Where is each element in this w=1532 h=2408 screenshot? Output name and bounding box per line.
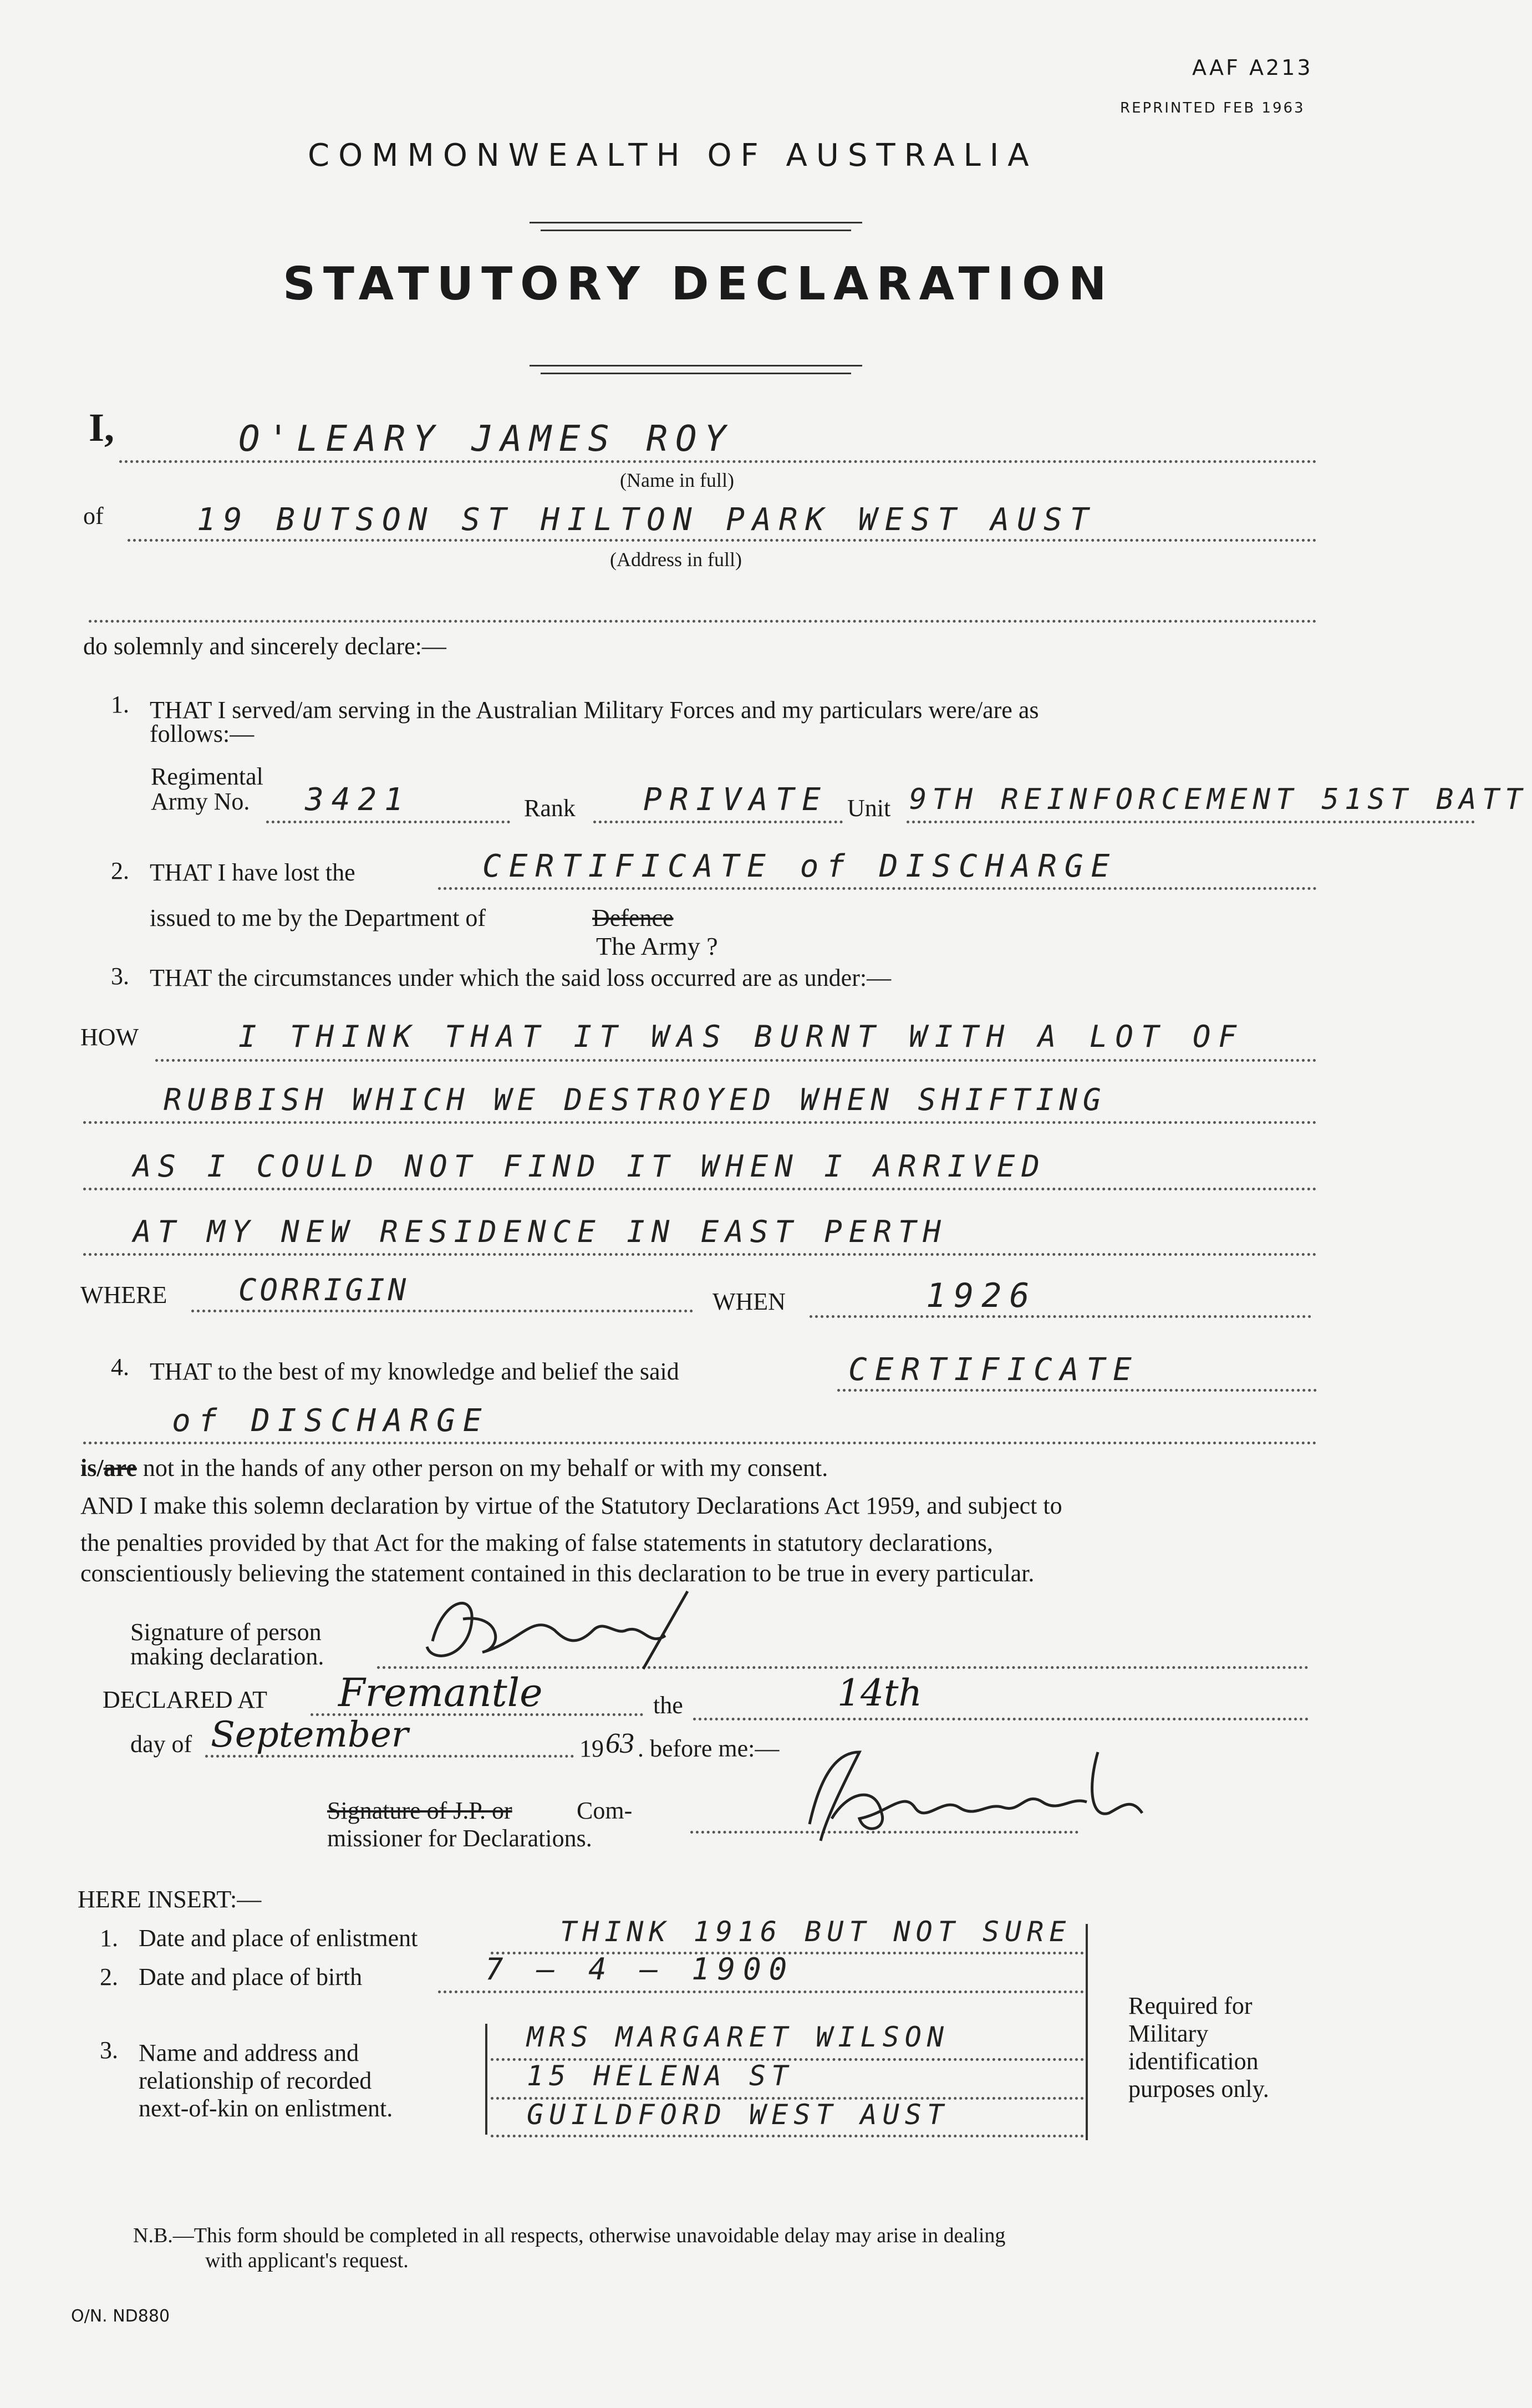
insert-item3-label-3: next-of-kin on enlistment. [139,2095,393,2122]
item1-text-line2: follows:— [150,720,255,747]
is-prefix: is/ [80,1454,104,1482]
commissioner-signature-graphic [776,1741,1164,1852]
year-suffix: 63 [605,1728,634,1759]
struck-department: Defence [592,904,674,931]
how-line-1-text: I THINK THAT IT WAS BURNT WITH A LOT OF [238,1019,1244,1054]
declarant-name: O'LEARY JAMES ROY [238,419,734,460]
nok-line-3 [491,2135,1084,2137]
jp-struck: Signature of J.P. or [327,1797,512,1824]
how-line-3 [83,1188,1317,1190]
item4-number: 4. [111,1353,129,1381]
item4-line-2 [83,1442,1317,1444]
army-no-label: Army No. [151,788,250,815]
when-label: WHEN [712,1288,786,1315]
address-caption: (Address in full) [610,548,742,571]
month-value: September [211,1714,409,1755]
item4-consent [80,1454,828,1482]
before-me: . before me:— [638,1735,780,1762]
required-brace [1086,1924,1088,2140]
insert-item2-label: Date and place of birth [139,1963,363,1990]
required-line-1: Required for [1128,1992,1253,2019]
how-line-2-text: RUBBISH WHICH WE DESTROYED WHEN SHIFTING [164,1082,1107,1117]
commissioner-signature [776,1741,1164,1855]
inserted-department: The Army ? [596,932,718,960]
required-line-4: purposes only. [1128,2075,1269,2102]
order-number: O/N. ND880 [71,2307,170,2326]
header-rule-top-1 [530,222,862,223]
item2-text: THAT I have lost the [150,859,355,886]
nok-value-2: 15 HELENA ST [527,2060,794,2092]
day-of-label: day of [130,1730,192,1758]
name-line [119,460,1317,463]
how-line-1 [155,1059,1317,1062]
name-caption: (Name in full) [620,469,734,491]
army-no-line [266,821,510,823]
next-of-kin-brace [485,2024,487,2135]
authority-heading: COMMONWEALTH OF AUSTRALIA [308,138,1038,174]
declared-at-value: Fremantle [338,1670,543,1715]
army-no-value: 3421 [305,782,411,818]
form-code: AAF A213 [1192,55,1313,80]
header-rule-bottom-2 [541,373,851,374]
insert-item2-number: 2. [100,1963,118,1990]
item3-number: 3. [111,963,129,990]
how-line-4 [83,1253,1317,1256]
solemn-line-2: the penalties provided by that Act for the making of false statements in statutory declarations, [80,1529,993,1556]
how-line-2 [83,1121,1317,1124]
of-label: of [83,502,104,530]
lost-item-line [438,887,1317,890]
unit-label: Unit [847,795,891,822]
header-rule-bottom-1 [530,365,862,366]
footer-note-2: with applicant's request. [205,2249,409,2272]
page-title: STATUTORY DECLARATION [283,258,1114,310]
day-line [693,1718,1309,1720]
where-value: CORRIGIN [238,1272,410,1307]
footer-note-1: N.B.—This form should be completed in all respects, otherwise unavoidable delay may arise in dealing [133,2224,1006,2247]
commissioner-line-1: Com- [577,1797,633,1824]
item1-number: 1. [111,691,129,718]
insert-item3-label-1: Name and address and [139,2039,359,2066]
day-value: 14th [837,1672,923,1714]
lost-item-value: CERTIFICATE of DISCHARGE [482,848,1118,884]
required-line-2: Military [1128,2020,1209,2047]
insert-item1-number: 1. [100,1925,118,1952]
insert-title: HERE INSERT:— [78,1886,262,1913]
insert-item3-number: 3. [100,2037,118,2064]
how-line-3-text: AS I COULD NOT FIND IT WHEN I ARRIVED [133,1149,1046,1184]
header-rule-top-2 [541,230,851,231]
rank-line [593,821,843,823]
item4-value-line1: CERTIFICATE [848,1352,1139,1388]
the-label: the [653,1692,683,1719]
where-line [191,1310,693,1312]
insert-item1-label: Date and place of enlistment [139,1925,418,1952]
address-line [128,539,1317,542]
nok-value-1: MRS MARGARET WILSON [527,2021,949,2053]
year-prefix: 19 [579,1735,604,1762]
rank-label: Rank [524,795,576,822]
issued-text: issued to me by the Department of [150,904,486,931]
insert-item2-line [438,1990,1084,1993]
declare-text: do solemnly and sincerely declare:— [83,633,446,660]
declared-at-label: DECLARED AT [103,1686,267,1713]
regimental-label: Regimental [151,763,263,790]
unit-value: 9TH REINFORCEMENT 51ST BATT [909,783,1528,816]
insert-item1-value: THINK 1916 BUT NOT SURE [560,1916,1072,1948]
how-line-4-text: AT MY NEW RESIDENCE IN EAST PERTH [133,1214,948,1249]
are-struck: are [103,1454,137,1482]
insert-item3-label-2: relationship of recorded [139,2067,372,2094]
consent-rest: not in the hands of any other person on my behalf or with my consent. [136,1454,828,1482]
declarant-address: 19 BUTSON ST HILTON PARK WEST AUST [197,502,1097,538]
sig-label-1: Signature of person [130,1618,322,1646]
item4-value-line2: of DISCHARGE [172,1403,490,1439]
when-line [810,1315,1311,1318]
item1-text-line1: THAT I served/am serving in the Australian Military Forces and my particulars were/are as [150,696,1039,724]
item3-text: THAT the circumstances under which the said loss occurred are as under:— [150,964,892,991]
where-label: WHERE [80,1281,167,1309]
how-label: HOW [80,1024,139,1051]
item4-text: THAT to the best of my knowledge and belief the said [150,1358,679,1385]
item4-line-1 [837,1389,1317,1392]
when-value: 1926 [926,1276,1037,1315]
declarant-signature-graphic [410,1580,721,1674]
solemn-line-1: AND I make this solemn declaration by virtue of the Statutory Declarations Act 1959, and subject to [80,1492,1062,1519]
rank-value: PRIVATE [643,782,829,818]
unit-line [907,821,1475,823]
item2-number: 2. [111,857,129,884]
insert-item2-value: 7 – 4 – 1900 [485,1952,795,1987]
reprint-note: REPRINTED FEB 1963 [1120,100,1305,116]
address-line-2 [89,620,1317,623]
declarant-pronoun: I, [89,405,115,450]
commissioner-line-2: missioner for Declarations. [327,1825,592,1852]
declarant-signature [410,1580,721,1677]
nok-value-3: GUILDFORD WEST AUST [527,2099,949,2131]
sig-label-2: making declaration. [130,1643,324,1670]
solemn-line-3: conscientiously believing the statement contained in this declaration to be true in every particular. [80,1560,1035,1587]
required-line-3: identification [1128,2048,1259,2075]
